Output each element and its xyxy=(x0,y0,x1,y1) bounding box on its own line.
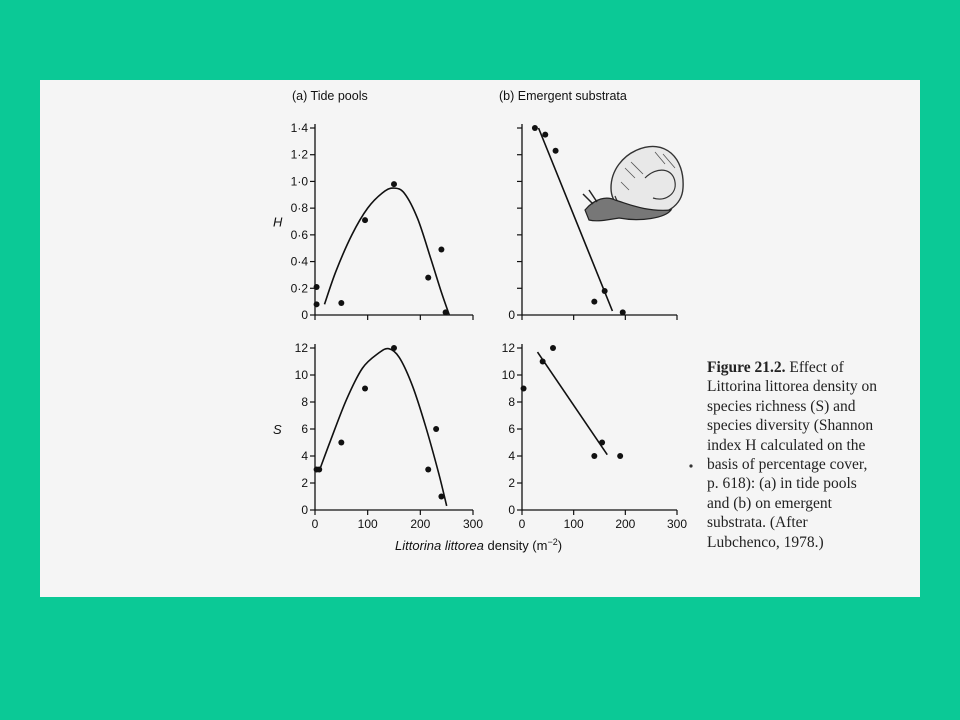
y-tick-label: 12 xyxy=(501,341,515,355)
data-point xyxy=(550,345,556,351)
x-tick-label: 200 xyxy=(615,517,636,531)
y-tick-label: 10 xyxy=(501,368,515,382)
data-point xyxy=(338,300,344,306)
y-tick-label: 4 xyxy=(508,449,515,463)
caption-line-5: index H calculated on the xyxy=(707,436,866,454)
data-point xyxy=(540,359,546,365)
data-point xyxy=(438,247,444,253)
caption-line-10: Lubchenco, 1978.) xyxy=(707,533,824,551)
y-tick-label: 10 xyxy=(294,368,308,382)
panels xyxy=(273,89,687,531)
x-tick-label: 100 xyxy=(357,517,378,531)
data-point xyxy=(599,440,605,446)
data-point xyxy=(362,217,368,223)
data-point xyxy=(316,467,322,473)
x-label-rest: density (m xyxy=(483,538,548,553)
data-point xyxy=(617,453,623,459)
x-tick-label: 0 xyxy=(311,517,319,531)
y-tick-label: 0·4 xyxy=(290,254,308,269)
fit-curve xyxy=(324,188,449,315)
caption-line-3: species richness (S) and xyxy=(707,397,856,415)
x-tick-label: 0 xyxy=(518,517,526,531)
y-tick-label: 0 xyxy=(508,308,515,322)
y-tick-label: 0·2 xyxy=(290,281,308,296)
data-point xyxy=(425,467,431,473)
data-point xyxy=(542,132,548,138)
y-tick-label: 12 xyxy=(294,341,308,355)
x-tick-label: 100 xyxy=(563,517,584,531)
caption-line-6: basis of percentage cover, xyxy=(707,456,868,474)
y-tick-label: 2 xyxy=(301,476,308,490)
data-point xyxy=(591,299,597,305)
data-point xyxy=(391,345,397,351)
x-label-close: ) xyxy=(557,538,563,553)
y-tick-label: 2 xyxy=(508,476,515,490)
y-tick-label: 8 xyxy=(301,395,308,409)
data-point xyxy=(314,301,320,307)
panel-title: (b) Emergent substrata xyxy=(499,89,627,103)
y-axis-label: S xyxy=(273,422,282,437)
caption-line-8: and (b) on emergent xyxy=(707,494,832,512)
y-tick-label: 0·6 xyxy=(290,227,308,242)
y-tick-label: 1·0 xyxy=(290,174,308,189)
data-point xyxy=(521,386,527,392)
x-axis-label xyxy=(395,537,562,553)
panel-a-top xyxy=(273,89,473,322)
y-tick-label: 0 xyxy=(301,503,308,517)
data-point xyxy=(443,309,449,315)
y-tick-label: 8 xyxy=(508,395,515,409)
data-point xyxy=(602,288,608,294)
panel-a-bottom xyxy=(273,341,483,531)
x-tick-label: 300 xyxy=(462,517,484,531)
data-point xyxy=(591,453,597,459)
data-point xyxy=(338,440,344,446)
y-tick-label: 0·8 xyxy=(290,201,308,216)
panel-b-bottom xyxy=(502,341,688,531)
y-tick-label: 6 xyxy=(508,422,515,436)
caption-line-2: Littorina littorea density on xyxy=(707,378,878,396)
figure-page xyxy=(40,80,920,597)
data-point xyxy=(433,426,439,432)
caption-line-1: Effect of xyxy=(789,359,844,376)
data-point xyxy=(314,284,320,290)
y-tick-label: 0 xyxy=(508,503,515,517)
data-point xyxy=(553,148,559,154)
data-point xyxy=(438,494,444,500)
x-tick-label: 300 xyxy=(666,517,688,531)
caption-figure-label: Figure 21.2. xyxy=(707,359,786,376)
data-point xyxy=(362,386,368,392)
y-tick-label: 1·4 xyxy=(290,121,308,135)
snail-illustration xyxy=(583,146,683,220)
caption-line-4: species diversity (Shannon xyxy=(707,417,874,435)
fit-curve xyxy=(320,349,446,506)
x-label-species: Littorina littorea xyxy=(395,538,484,553)
x-label-exponent: −2 xyxy=(547,537,558,547)
caption-line-9: substrata. (After xyxy=(707,514,808,532)
caption-line-7: p. 618): (a) in tide pools xyxy=(707,475,857,493)
stray-dot xyxy=(689,464,692,467)
caption-first-line xyxy=(707,358,922,377)
y-tick-label: 1·2 xyxy=(290,147,308,162)
data-point xyxy=(425,275,431,281)
y-tick-label: 4 xyxy=(301,449,308,463)
data-point xyxy=(532,125,538,131)
figure-caption xyxy=(707,358,922,552)
y-tick-label: 0 xyxy=(301,308,308,322)
fit-line xyxy=(538,352,608,455)
y-axis-label: H xyxy=(273,214,283,230)
panel-title: (a) Tide pools xyxy=(292,89,368,103)
y-tick-label: 6 xyxy=(301,422,308,436)
data-point xyxy=(620,309,626,315)
x-tick-label: 200 xyxy=(410,517,431,531)
data-point xyxy=(391,181,397,187)
